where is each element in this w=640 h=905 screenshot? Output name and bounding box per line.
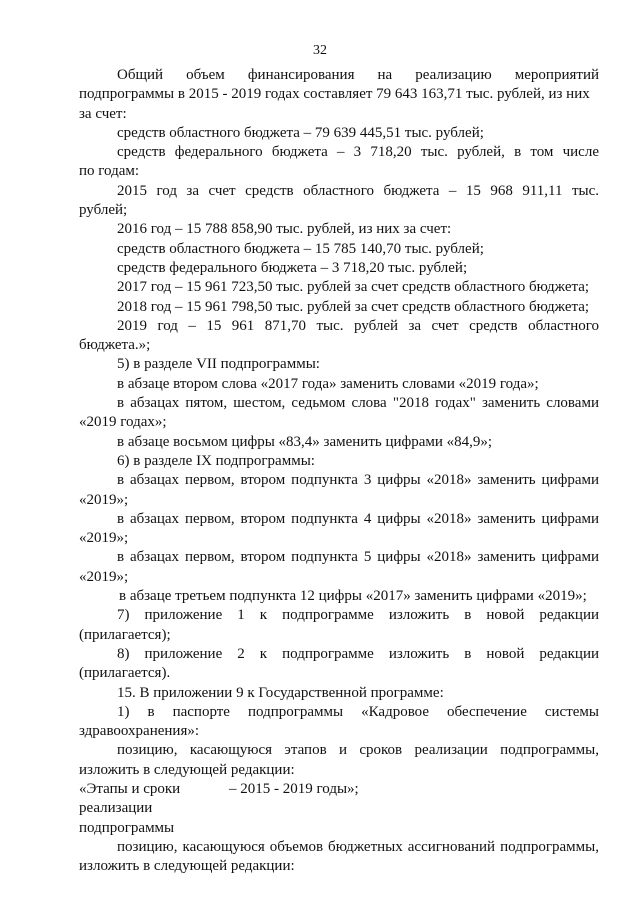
text-line: 2019 год – 15 961 871,70 тыс. рублей за счет средств областного: [117, 317, 599, 334]
text-line: «2019 годах»;: [79, 414, 167, 431]
text-line: подпрограммы: [79, 819, 175, 836]
text-line: здравоохранения»:: [79, 723, 200, 740]
text-line: средств федерального бюджета – 3 718,20 тыс. рублей, в том числе: [117, 144, 599, 161]
text-line: рублей;: [79, 202, 128, 219]
text-line: средств областного бюджета – 79 639 445,51 тыс. рублей;: [117, 124, 484, 141]
text-line: в абзаце втором слова «2017 года» заменить словами «2019 года»;: [117, 375, 539, 392]
text-line: изложить в следующей редакции:: [79, 858, 295, 875]
text-line: 2018 год – 15 961 798,50 тыс. рублей за счет средств областного бюджета;: [117, 298, 590, 315]
page-number: 32: [313, 43, 327, 58]
text-line: 8) приложение 2 к подпрограмме изложить в новой редакции: [117, 645, 599, 662]
text-line: изложить в следующей редакции:: [79, 761, 295, 778]
text-line: «2019»;: [79, 530, 129, 547]
text-line: позицию, касающуюся объемов бюджетных ассигнований подпрограммы,: [117, 838, 599, 855]
text-line: реализации: [79, 800, 153, 817]
text-line: средств областного бюджета – 15 785 140,70 тыс. рублей;: [117, 240, 484, 257]
text-line: за счет:: [79, 105, 127, 122]
document-body: [79, 66, 599, 876]
text-line: 6) в разделе IX подпрограммы:: [117, 452, 315, 469]
paragraph-lines: [79, 66, 599, 780]
text-line: Общий объем финансирования на реализацию мероприятий: [117, 67, 599, 83]
text-line: в абзацах первом, втором подпункта 3 цифры «2018» заменить цифрами: [117, 472, 599, 489]
text-line: в абзацах первом, втором подпункта 5 цифры «2018» заменить цифрами: [117, 549, 599, 566]
text-line: бюджета.»;: [79, 337, 151, 354]
text-line: 7) приложение 1 к подпрограмме изложить в новой редакции: [117, 607, 599, 624]
text-line: по годам:: [79, 163, 140, 180]
text-line: 15. В приложении 9 к Государственной программе:: [117, 684, 444, 701]
text-line: в абзацах пятом, шестом, седьмом слова "2018 годах" заменить словами: [117, 395, 599, 412]
stages-row: [79, 780, 599, 799]
text-line: «2019»;: [79, 568, 129, 585]
text-line: 2017 год – 15 961 723,50 тыс. рублей за счет средств областного бюджета;: [117, 279, 590, 296]
text-line: позицию, касающуюся этапов и сроков реализации подпрограммы,: [117, 742, 599, 759]
text-line: 2015 год за счет средств областного бюджета – 15 968 911,11 тыс.: [117, 182, 599, 199]
text-line: (прилагается).: [79, 665, 171, 682]
text-line: 5) в разделе VII подпрограммы:: [117, 356, 320, 373]
stages-value: – 2015 - 2019 годы»;: [229, 780, 359, 797]
text-line: подпрограммы в 2015 - 2019 годах составляет 79 643 163,71 тыс. рублей, из них: [79, 86, 590, 103]
stages-label: «Этапы и сроки: [79, 780, 181, 797]
text-line: в абзаце восьмом цифры «83,4» заменить цифрами «84,9»;: [117, 433, 493, 450]
text-line: 2016 год – 15 788 858,90 тыс. рублей, из них за счет:: [117, 221, 452, 238]
text-line: «2019»;: [79, 491, 129, 508]
text-line: средств федерального бюджета – 3 718,20 тыс. рублей;: [117, 259, 468, 276]
text-line: в абзаце третьем подпункта 12 цифры «2017» заменить цифрами «2019»;: [119, 588, 587, 605]
text-line: 1) в паспорте подпрограммы «Кадровое обеспечение системы: [117, 703, 599, 720]
text-line: (прилагается);: [79, 626, 171, 643]
tail-lines: [79, 799, 599, 876]
text-line: в абзацах первом, втором подпункта 4 цифры «2018» заменить цифрами: [117, 510, 599, 527]
